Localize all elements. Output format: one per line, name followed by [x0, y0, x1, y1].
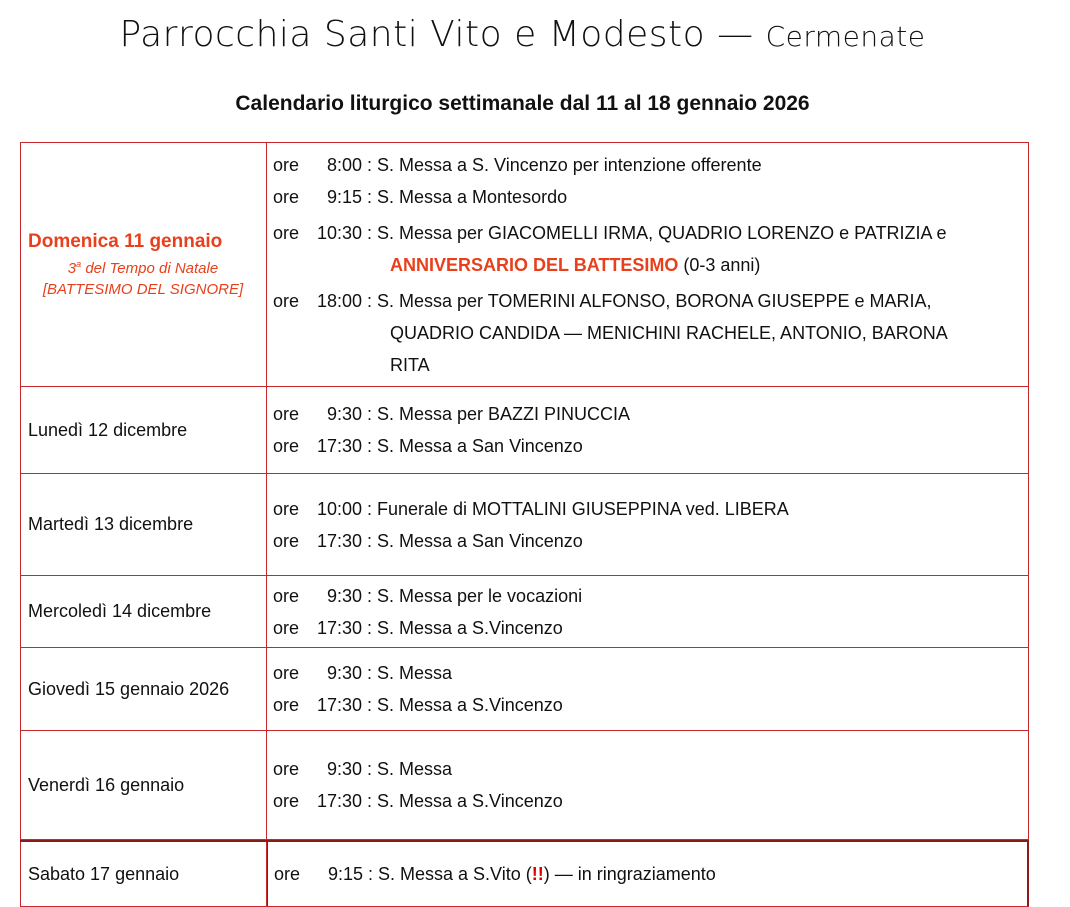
- event-line: ore 17:30 : S. Messa a San Vincenzo: [273, 436, 583, 456]
- table-row: [20, 648, 1029, 731]
- events-cell: [267, 842, 1029, 906]
- day-label: Domenica 11 gennaio: [28, 231, 223, 252]
- feast-label: 3$^a$ del Tempo di Natale: [67, 259, 219, 277]
- event-line: ore 9:30 : S. Messa: [273, 759, 453, 779]
- table-row-saturday: [20, 840, 1029, 907]
- event-line: ore 18:00 : S. Messa per TOMERINI ALFONSO, BORONA GIUSEPPE e MARIA,: [273, 290, 932, 311]
- event-line-cont: RITA: [390, 354, 430, 375]
- event-line: ore 9:15 : S. Messa a Montesordo: [273, 186, 568, 207]
- events-cell: [267, 143, 1029, 386]
- event-line: ore 17:30 : S. Messa a S.Vincenzo: [273, 617, 563, 638]
- events-cell: [267, 474, 1029, 575]
- day-cell: [20, 143, 267, 386]
- feast-label-2: [BATTESIMO DEL SIGNORE]: [42, 281, 244, 298]
- day-cell: Venerdì 16 gennaio: [20, 731, 267, 839]
- events-cell: [267, 648, 1029, 730]
- event-line-cont: QUADRIO CANDIDA — MENICHINI RACHELE, ANTONIO, BARONA: [390, 322, 948, 343]
- event-line: ore 10:30 : S. Messa per GIACOMELLI IRMA, QUADRIO LORENZO e PATRIZIA e: [273, 222, 947, 243]
- day-cell: Giovedì 15 gennaio 2026: [20, 648, 267, 730]
- table-row: [20, 474, 1029, 576]
- events-cell: [267, 576, 1029, 647]
- table-row-sunday: [20, 143, 1029, 387]
- event-line: ore 9:30 : S. Messa: [273, 663, 453, 683]
- table-row: [20, 576, 1029, 648]
- events-cell: [267, 387, 1029, 473]
- event-line: ore 17:30 : S. Messa a S.Vincenzo: [273, 791, 563, 811]
- calendar-table: [20, 142, 1029, 907]
- event-line-cont: ANNIVERSARIO DEL BATTESIMO (0-3 anni): [390, 254, 761, 275]
- event-line: ore 9:30 : S. Messa per BAZZI PINUCCIA: [273, 404, 631, 424]
- event-line: ore 17:30 : S. Messa a San Vincenzo: [273, 530, 583, 551]
- calendar-subtitle: Calendario liturgico settimanale dal 11 al 18 gennaio 2026: [235, 92, 810, 115]
- event-line: ore 8:00 : S. Messa a S. Vincenzo per intenzione offerente: [273, 154, 762, 175]
- day-cell: Lunedì 12 dicembre: [20, 387, 267, 473]
- event-line: ore 17:30 : S. Messa a S.Vincenzo: [273, 695, 563, 715]
- events-cell: [267, 731, 1029, 839]
- page-title: Parrocchia Santi Vito e Modesto — Cermenate: [119, 14, 926, 55]
- table-row: [20, 731, 1029, 840]
- day-cell: Sabato 17 gennaio: [20, 842, 267, 906]
- event-line: ore 9:30 : S. Messa per le vocazioni: [273, 585, 583, 606]
- table-row: [20, 387, 1029, 474]
- event-line: ore 10:00 : Funerale di MOTTALINI GIUSEPPINA ved. LIBERA: [273, 498, 789, 519]
- day-cell: Mercoledì 14 dicembre: [20, 576, 267, 647]
- event-line: ore 9:15 : S. Messa a S.Vito (!!) — in ringraziamento: [274, 864, 716, 884]
- day-cell: Martedì 13 dicembre: [20, 474, 267, 575]
